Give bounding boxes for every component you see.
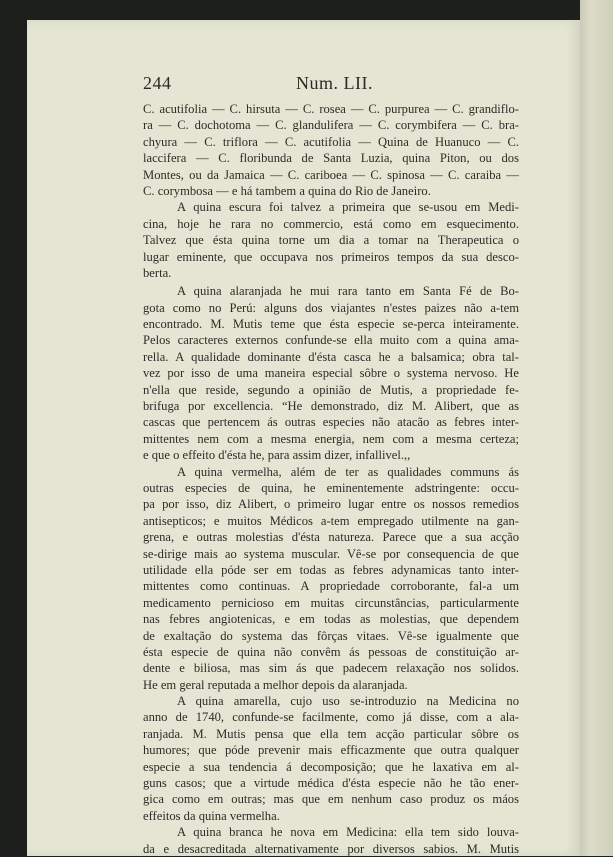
text-line: gica como em outras; mas que em nenhum caso produz os máos bbox=[143, 792, 519, 807]
text-line: anno de 1740, confunde-se facilmente, como já disse, com a ala- bbox=[143, 710, 519, 725]
text-line: da e desacreditada alternativamente por diversos sabios. M. Mutis bbox=[143, 841, 519, 856]
text-line: nas febres angiotenicas, e em todas as molestias, que dependem bbox=[143, 612, 519, 627]
text-line: e que o effeito d'ésta he, para assim dizer, infallivel.,, bbox=[143, 448, 411, 463]
text-line: grena, e outras molestias d'ésta natureza. Parece que a sua acção bbox=[143, 530, 519, 545]
text-line: ra — C. dochotoma — C. glandulifera — C. corymbifera — C. bra- bbox=[143, 118, 519, 133]
text-line: mittentes nem com a mesma energia, nem com a mesma certeza; bbox=[143, 431, 519, 446]
text-line: pa por isso, diz Alibert, o primeiro lugar entre os nossos remedios bbox=[143, 497, 519, 512]
text-line: A quina amarella, cujo uso se-introduzio na Medicina no bbox=[177, 694, 519, 709]
text-line: A quina branca he nova em Medicina: ella tem sido louva- bbox=[177, 825, 519, 840]
text-line: Talvez que ésta quina torne um dia a tomar na Therapeutica o bbox=[143, 233, 519, 248]
text-line: C. corymbosa — e há tambem a quina do Rio de Janeiro. bbox=[143, 183, 431, 198]
text-line: vez por isso de uma maneira especial sôbre o systema nervoso. He bbox=[143, 366, 519, 381]
text-line: laccifera — C. floribunda de Santa Luzia, quina Piton, ou dos bbox=[143, 151, 519, 166]
page-header bbox=[143, 73, 533, 97]
text-line: antisepticos; e muitos Médicos a-tem empregado utilmente na gan- bbox=[143, 513, 519, 528]
text-line: He em geral reputada a melhor depois da alaranjada. bbox=[143, 677, 408, 692]
text-line: effeitos da quina vermelha. bbox=[143, 808, 280, 823]
text-line: n'ella que reside, segundo a opinião de Mutis, a propriedade fe- bbox=[143, 382, 519, 397]
text-line: encontrado. M. Mutis teme que ésta especie se-perca inteiramente. bbox=[143, 317, 519, 332]
text-line: Pelos caracteres externos confunde-se ella muito com a quina ama- bbox=[143, 333, 519, 348]
text-line: brifuga por excellencia. “He demonstrado, diz M. Alibert, que as bbox=[143, 399, 519, 414]
text-line: lugar eminente, que occupava nos primeiros tempos da sua desco- bbox=[143, 249, 519, 264]
text-line: outras especies de quina, he eminentemente adstringente: occu- bbox=[143, 480, 519, 495]
text-line: ésta especie de quina não convêm ás pessoas de constituição ar- bbox=[143, 644, 519, 659]
text-line: humores; que póde prevenir mais efficazmente que outra qualquer bbox=[143, 743, 519, 758]
text-line: A quina alaranjada he mui rara tanto em Santa Fé de Bo- bbox=[177, 284, 519, 299]
page-number: 244 bbox=[143, 73, 172, 93]
text-line: guns casos; que a virtude médica d'ésta especie não he tão ener- bbox=[143, 776, 519, 791]
text-line: rella. A qualidade dominante d'ésta casca he a balsamica; obra tal- bbox=[143, 349, 519, 364]
facing-page-edge bbox=[580, 0, 613, 856]
text-line: de exaltação do systema das fôrças vitaes. Vê-se igualmente que bbox=[143, 628, 519, 643]
text-line: C. acutifolia — C. hirsuta — C. rosea — C. purpurea — C. grandiflo- bbox=[143, 102, 519, 116]
text-line: chyura — C. triflora — C. acutifolia — Quina de Huanuco — C. bbox=[143, 134, 519, 149]
text-line: utilidade ella póde ser em todas as febres adynamicas tanto inter- bbox=[143, 562, 519, 577]
text-line: especie a sua tendencia á decomposição; que he laxativa em al- bbox=[143, 759, 519, 774]
text-line: cina, hoje he rara no commercio, está como em esquecimento. bbox=[143, 216, 519, 231]
text-line: cascas que pertencem ás outras especies não atacão as febres inter- bbox=[143, 415, 519, 430]
text-line: mittentes como continuas. A propriedade corroborante, fal-a um bbox=[143, 579, 519, 594]
text-line: A quina escura foi talvez a primeira que se-usou em Medi- bbox=[177, 200, 519, 215]
text-line: dente e biliosa, mas sim ás que padecem relaxação nos solidos. bbox=[143, 661, 519, 676]
text-line: se-dirige mais ao systema muscular. Vê-se por consequencia de que bbox=[143, 546, 519, 561]
text-line: A quina vermelha, além de ter as qualidades communs ás bbox=[177, 464, 519, 479]
text-line: Montes, ou da Jamaica — C. cariboea — C. spinosa — C. caraiba — bbox=[143, 167, 519, 182]
text-line: ranjada. M. Mutis pensa que ella tem acção particular sôbre os bbox=[143, 726, 519, 741]
text-line: berta. bbox=[143, 265, 172, 280]
text-line: gota como no Perú: alguns dos viajantes n'estes paizes não a-tem bbox=[143, 300, 519, 315]
body-text bbox=[143, 101, 519, 857]
text-line: medicamento pernicioso em muitas circunstâncias, particularmente bbox=[143, 595, 519, 610]
running-head: Num. LII. bbox=[296, 73, 373, 93]
scan-top-border bbox=[0, 0, 613, 20]
